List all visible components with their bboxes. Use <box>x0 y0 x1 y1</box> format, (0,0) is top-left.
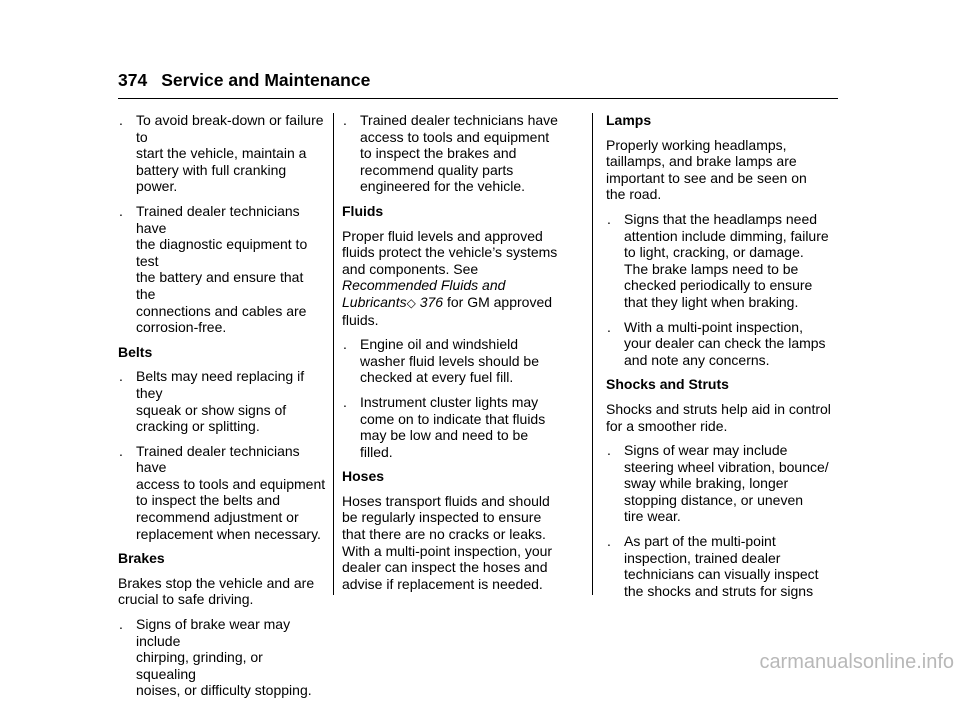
list-item <box>118 112 326 195</box>
list-item <box>118 203 326 336</box>
list-item <box>118 368 326 434</box>
bullet: . <box>607 533 611 550</box>
belts-heading: Belts <box>118 343 153 360</box>
reference-page-number[interactable]: 376 <box>419 293 444 310</box>
bullet: . <box>119 202 123 219</box>
column-3 <box>606 112 842 607</box>
list-item <box>606 319 842 369</box>
lamps-paragraph: Properly working headlamps, taillamps, and brake lamps are important to see and be seen on the road. <box>606 136 807 203</box>
page-header <box>118 70 370 91</box>
list-item <box>606 533 842 599</box>
hoses-paragraph: Hoses transport fluids and should be regularly inspected to ensure that there are no cracks or leaks. With a multi-point inspection, your dealer can inspect the hoses and advise if replacement is needed. <box>342 492 553 592</box>
brakes-paragraph: Brakes stop the vehicle and are crucial to safe driving. <box>118 574 315 608</box>
column-1 <box>118 112 326 707</box>
column-divider-2 <box>592 113 593 595</box>
column-2 <box>342 112 578 600</box>
list-item-text: Engine oil and windshield washer fluid levels should be checked at every fuel fill. <box>360 336 539 386</box>
bullet: . <box>343 112 347 128</box>
bullet: . <box>607 442 611 459</box>
hoses-heading: Hoses <box>342 468 385 485</box>
list-item <box>118 443 326 543</box>
bullet: . <box>607 318 611 335</box>
bullet: . <box>343 393 347 410</box>
list-item-text: Instrument cluster lights may come on to indicate that fluids may be low and need to be filled. <box>360 393 546 460</box>
bullet: . <box>343 336 347 353</box>
bullet: . <box>119 616 123 633</box>
bullet: . <box>119 112 123 128</box>
fluids-para-tail: for GM approved fluids. <box>342 293 553 328</box>
list-item <box>342 336 578 386</box>
list-item-text: As part of the multi-point inspection, trained dealer technicians can visually inspect the shocks and struts for signs <box>624 533 819 599</box>
watermark: carmanualsonline.info <box>759 651 954 673</box>
bullet: . <box>119 442 123 459</box>
reference-arrow-icon: ◇ <box>406 295 416 310</box>
list-item-text: To avoid break-down or failure to start the vehicle, maintain a battery with full cranking power. <box>136 112 324 195</box>
fluids-reference-link[interactable]: Recommended Fluids and Lubricants <box>342 277 506 310</box>
header-rule <box>118 98 838 99</box>
list-item-text: Trained dealer technicians have access to tools and equipment to inspect the brakes and recommend quality parts engineered for the vehicle. <box>360 112 558 195</box>
list-item <box>118 616 326 699</box>
list-item-text: Trained dealer technicians have the diagnostic equipment to test the battery and ensure that the connections and cables are corrosion-free. <box>136 202 308 336</box>
column-divider-1 <box>333 113 334 595</box>
list-item-text: With a multi-point inspection, your dealer can check the lamps and note any concerns. <box>624 318 826 368</box>
fluids-para-lead: Proper fluid levels and approved fluids protect the vehicle’s systems and components. See <box>342 227 558 277</box>
list-item-text: Belts may need replacing if they squeak or show signs of cracking or splitting. <box>136 368 305 435</box>
shocks-heading: Shocks and Struts <box>606 376 729 393</box>
list-item-text: Trained dealer technicians have access to tools and equipment to inspect the belts and recommend adjustment or replacement when necessary. <box>136 442 326 542</box>
bullet: . <box>607 210 611 227</box>
list-item <box>606 442 842 525</box>
list-item <box>342 112 578 195</box>
shocks-paragraph: Shocks and struts help aid in control for a smoother ride. <box>606 400 831 434</box>
lamps-heading: Lamps <box>606 112 652 128</box>
fluids-heading: Fluids <box>342 202 384 219</box>
bullet: . <box>119 368 123 385</box>
list-item-text: Signs that the headlamps need attention include dimming, failure to light, cracking, or damage. The brake lamps need to be checked periodically to ensure that they light when braking. <box>624 210 829 310</box>
list-item <box>342 394 578 460</box>
section-title: Service and Maintenance <box>161 70 371 90</box>
page-number: 374 <box>118 70 148 90</box>
list-item-text: Signs of brake wear may include chirping, grinding, or squealing noises, or difficulty stopping. <box>136 616 312 699</box>
brakes-heading: Brakes <box>118 550 165 567</box>
list-item <box>606 211 842 311</box>
fluids-paragraph <box>342 228 578 329</box>
list-item-text: Signs of wear may include steering wheel vibration, bounce/ sway while braking, longer stopping distance, or uneven tire wear. <box>624 442 829 525</box>
